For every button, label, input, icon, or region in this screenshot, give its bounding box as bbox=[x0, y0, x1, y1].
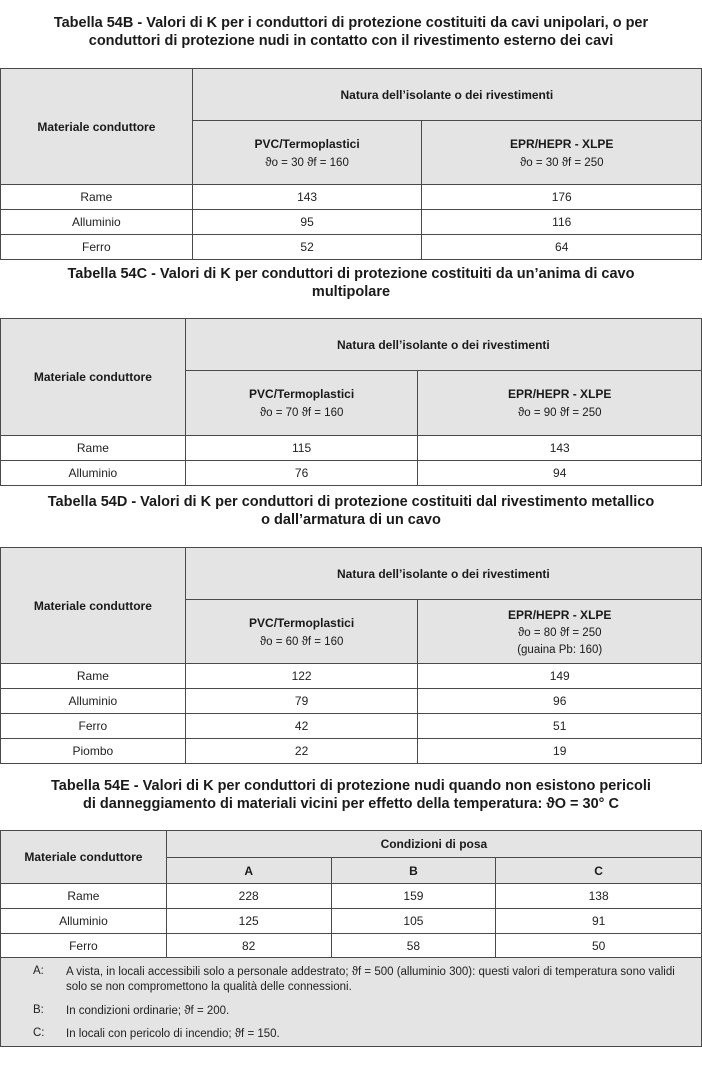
header-pvc-temps: ϑo = 30 ϑf = 160 bbox=[265, 156, 349, 169]
header-epr: EPR/HEPR - XLPE ϑo = 80 ϑf = 250 (guaina Pb: 160) bbox=[418, 600, 702, 664]
table-row: Piombo 22 19 bbox=[1, 739, 702, 764]
table-54e bbox=[0, 830, 702, 959]
header-nature: Natura dell’isolante o dei rivestimenti bbox=[192, 69, 701, 121]
header-material: Materiale conduttore bbox=[1, 319, 186, 436]
header-material: Materiale conduttore bbox=[1, 69, 193, 185]
table-54d bbox=[0, 547, 702, 764]
table-row: Alluminio 125 105 91 bbox=[1, 909, 702, 934]
header-material: Materiale conduttore bbox=[1, 831, 167, 884]
header-epr-temps: ϑo = 30 ϑf = 250 bbox=[519, 156, 604, 169]
header-epr-temps: ϑo = 90 ϑf = 250 bbox=[517, 407, 602, 419]
header-condition-b: B bbox=[331, 858, 496, 884]
table-row: Rame 122 149 bbox=[1, 664, 702, 689]
note-c: C: In locali con pericolo di incendio; ϑf = 150. bbox=[33, 1027, 280, 1040]
header-epr: EPR/HEPR - XLPE ϑo = 90 ϑf = 250 bbox=[418, 371, 702, 436]
header-pvc-temps: ϑo = 70 ϑf = 160 bbox=[259, 407, 344, 419]
header-condition-a: A bbox=[166, 858, 331, 884]
header-pvc-temps: ϑo = 60 ϑf = 160 bbox=[259, 635, 344, 648]
table-54c-title: Tabella 54C - Valori di K per conduttori di protezione costituiti da un’anima di cavo multipolare bbox=[67, 266, 635, 300]
header-pvc: PVC/Termoplastici ϑo = 70 ϑf = 160 bbox=[185, 371, 418, 436]
table-row: Alluminio 95 116 bbox=[1, 210, 702, 235]
header-pvc: PVC/Termoplastici ϑo = 30 ϑf = 160 bbox=[192, 121, 422, 185]
table-row: Alluminio 76 94 bbox=[1, 461, 702, 486]
header-epr: EPR/HEPR - XLPE ϑo = 30 ϑf = 250 bbox=[422, 121, 702, 185]
header-conditions: Condizioni di posa bbox=[166, 831, 701, 858]
header-pvc: PVC/Termoplastici ϑo = 60 ϑf = 160 bbox=[185, 600, 418, 664]
table-54e-title: Tabella 54E - Valori di K per conduttori di protezione nudi quando non esistono pericoli di danneggiamento di materiali vicini per effetto della temperatura: ϑO = 30° C bbox=[51, 778, 651, 812]
table-row: Ferro 42 51 bbox=[1, 714, 702, 739]
table-row: Ferro 82 58 50 bbox=[1, 934, 702, 959]
header-nature: Natura dell’isolante o dei rivestimenti bbox=[185, 548, 701, 600]
note-a: A: A vista, in locali accessibili solo a personale addestrato; ϑf = 500 (alluminio 300): questi valori di temperatura sono validi solo se non compromettono la qualità delle connessioni. bbox=[33, 965, 675, 993]
table-54e-notes bbox=[0, 957, 702, 1047]
table-row: Rame 143 176 bbox=[1, 185, 702, 210]
table-54c bbox=[0, 318, 702, 486]
table-row: Rame 115 143 bbox=[1, 436, 702, 461]
header-epr-temps: ϑo = 80 ϑf = 250 bbox=[517, 626, 602, 639]
table-row: Alluminio 79 96 bbox=[1, 689, 702, 714]
table-row: Ferro 52 64 bbox=[1, 235, 702, 260]
header-material: Materiale conduttore bbox=[1, 548, 186, 664]
header-nature: Natura dell’isolante o dei rivestimenti bbox=[185, 319, 701, 371]
table-54b bbox=[0, 68, 702, 260]
note-b: B: In condizioni ordinarie; ϑf = 200. bbox=[33, 1004, 230, 1017]
header-condition-c: C bbox=[496, 858, 702, 884]
header-epr-sheath-note: (guaina Pb: 160) bbox=[517, 643, 603, 656]
table-row: Rame 228 159 138 bbox=[1, 884, 702, 909]
table-54d-title: Tabella 54D - Valori di K per conduttori di protezione costituiti dal rivestimento metallico o dall’armatura di un cavo bbox=[47, 494, 655, 528]
table-54b-title: Tabella 54B - Valori di K per i conduttori di protezione costituiti da cavi unipolari, o per conduttori di protezione nudi in contatto con il rivestimento esterno dei cavi bbox=[53, 15, 649, 49]
